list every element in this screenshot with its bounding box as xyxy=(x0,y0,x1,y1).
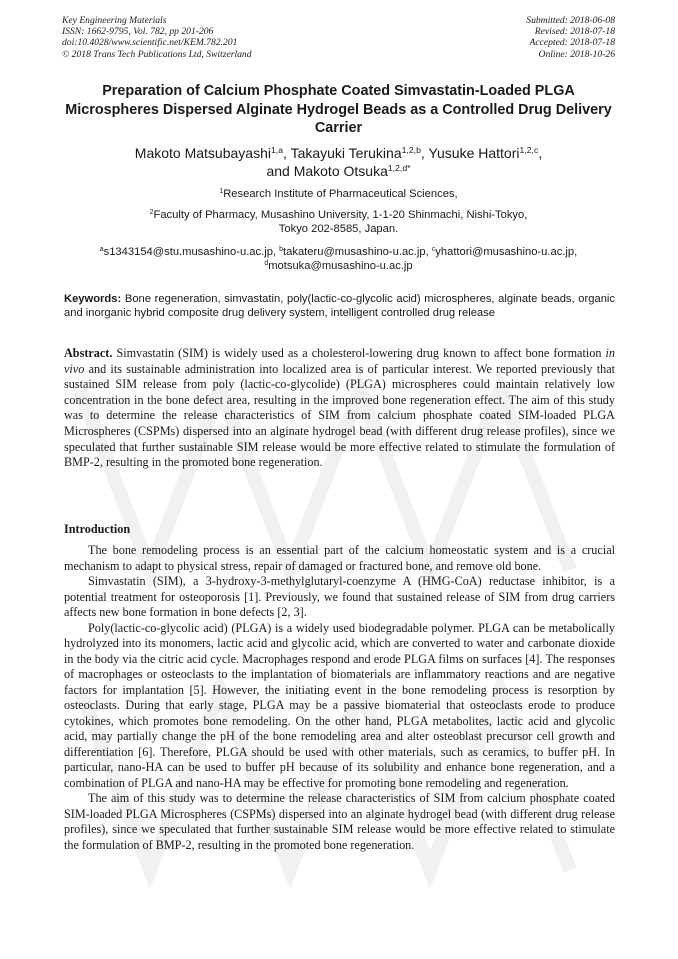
email-sup: d xyxy=(264,260,269,268)
affiliation-1 xyxy=(62,187,615,201)
paragraph: The bone remodeling process is an essential part of the calcium homeostatic system and is a crucial mechanism to adapt to physical stress, repair of damaged or fractured bone, and remove old bone. xyxy=(64,543,615,573)
affiliation-text: Research Institute of Pharmaceutical Sciences, xyxy=(223,188,458,200)
affiliation-text: Faculty of Pharmacy, Musashino University, 1-1-20 Shinmachi, Nishi-Tokyo, xyxy=(153,209,528,221)
date-revised: Revised: 2018-07-18 xyxy=(534,26,615,38)
author-name: Yusuke Hattori xyxy=(428,145,520,161)
abstract-italic: in vivo xyxy=(64,346,616,376)
email-sup: a xyxy=(99,246,104,254)
author-name: Makoto Matsubayashi xyxy=(134,145,271,161)
author-affiliation-sup: 1,a xyxy=(270,145,284,156)
journal-doi[interactable]: doi:10.4028/www.scientific.net/KEM.782.201 xyxy=(62,37,238,49)
author-list xyxy=(62,144,615,180)
email-link[interactable]: yhattori@musashino-u.ac.jp, xyxy=(435,246,578,258)
publication-dates xyxy=(526,15,615,60)
author-name: and Makoto Otsuka xyxy=(266,163,388,179)
abstract xyxy=(64,346,615,471)
paper-title: Preparation of Calcium Phosphate Coated Simvastatin-Loaded PLGA Microspheres Dispersed Alginate Hydrogel Beads as a Controlled Drug Delivery Carrier xyxy=(65,83,612,136)
author-separator: , xyxy=(283,145,291,161)
author-name: Takayuki Terukina xyxy=(290,145,402,161)
abstract-label: Abstract. xyxy=(64,346,113,360)
date-online: Online: 2018-10-26 xyxy=(538,48,615,60)
affiliation-text: Tokyo 202-8585, Japan. xyxy=(278,223,399,235)
affiliation-2 xyxy=(62,208,615,236)
paragraph: Simvastatin (SIM), a 3-hydroxy-3-methylglutaryl-coenzyme A (HMG-CoA) reductase inhibitor, is a potential treatment for osteoporosis [1]. Previously, we found that sustained release of SIM from drug carriers affects new bone formation in bone defects [2, 3]. xyxy=(64,574,615,619)
journal-info xyxy=(62,15,252,60)
abstract-text: and its sustainable administration into localized area is of particular interest. We reported previously that sustained SIM release from poly (lactic-co-glycolide) (PLGA) microspheres could maintain relatively low concentration in the bone defect area, resulting in the improved bone regeneration effect. The aim of this study was to determine the release characteristics of SIM from calcium phosphate coated SIM-loaded PLGA Microspheres (CSPMs) dispersed into an alginate hydrogel bead (with different drug release profiles), since we speculated that further sustainable SIM release would be more effective related to stimulate the formulation of BMP-2, resulting in the promoted bone regeneration. xyxy=(64,361,616,470)
paragraph: The aim of this study was to determine the release characteristics of SIM from calcium phosphate coated SIM-loaded PLGA Microspheres (CSPMs) dispersed into an alginate hydrogel bead (with different drug release profiles), since we speculated that further sustainable SIM release would be more effective related to stimulate the formulation of BMP-2, resulting in the promoted bone regeneration. xyxy=(64,791,615,852)
journal-issn: ISSN: 1662-9795, Vol. 782, pp 201-206 xyxy=(62,26,214,38)
author-separator: , xyxy=(420,145,429,161)
author-emails xyxy=(62,245,615,273)
email-sup: c xyxy=(431,246,436,254)
paragraph: Poly(lactic-co-glycolic acid) (PLGA) is a widely used biodegradable polymer. PLGA can be metabolically hydrolyzed into its monomers, lactic acid and glycolic acid, which are converted to water and carbonate dioxide in the body via the citric acid cycle. Macrophages respond and erode PLGA films on surfaces [4]. The responses of macrophages or osteoclasts to the implantation of biomaterials are inflammatory reactions and are negative factors for implantation [5]. However, the initiating event in the bone remodeling process is resorption by osteoclasts. During that early stage, PLGA may be a passive biomaterial that osteoclasts erode to produce cytokines, which promotes bone remodeling. On the other hand, PLGA metabolites, lactic acid and glycolic acid, may partially change the pH of the bone remodeling area and alter osteoblast precursor cell growth and differentiation [6]. Therefore, PLGA should be used with other materials, such as ceramics, to buffer pH. In particular, nano-HA can be used to buffer pH because of its solubility and enhance bone regeneration, and a combination of PLGA and nano-HA may be effective for promoting bone remodeling and regeneration. xyxy=(64,620,615,790)
author-separator: , xyxy=(538,145,543,161)
journal-name: Key Engineering Materials xyxy=(62,15,167,26)
email-link[interactable]: takateru@musashino-u.ac.jp, xyxy=(283,246,429,258)
keywords-text: Bone regeneration, simvastatin, poly(lactic-co-glycolic acid) microspheres, alginate beads, organic and inorganic hybrid composite drug delivery system, intelligent controlled drug release xyxy=(64,293,615,319)
email-link[interactable]: s1343154@stu.musashino-u.ac.jp, xyxy=(103,246,277,258)
introduction-body xyxy=(64,543,615,853)
keywords xyxy=(64,293,615,320)
abstract-text: Simvastatin (SIM) is widely used as a cholesterol-lowering drug known to affect bone formation xyxy=(116,346,602,360)
affiliation-sup: 2 xyxy=(149,209,154,217)
author-affiliation-sup: 1,2,c xyxy=(519,145,539,156)
section-heading-introduction: Introduction xyxy=(64,522,131,536)
affiliation-sup: 1 xyxy=(219,188,224,196)
date-accepted: Accepted: 2018-07-18 xyxy=(529,37,615,49)
author-affiliation-sup: 1,2,d* xyxy=(387,163,411,174)
keywords-label: Keywords: xyxy=(64,293,122,305)
email-link[interactable]: motsuka@musashino-u.ac.jp xyxy=(268,260,413,272)
journal-copyright: © 2018 Trans Tech Publications Ltd, Switzerland xyxy=(62,48,252,60)
author-affiliation-sup: 1,2,b xyxy=(401,145,421,156)
email-sup: b xyxy=(279,246,284,254)
date-submitted: Submitted: 2018-06-08 xyxy=(526,15,615,26)
